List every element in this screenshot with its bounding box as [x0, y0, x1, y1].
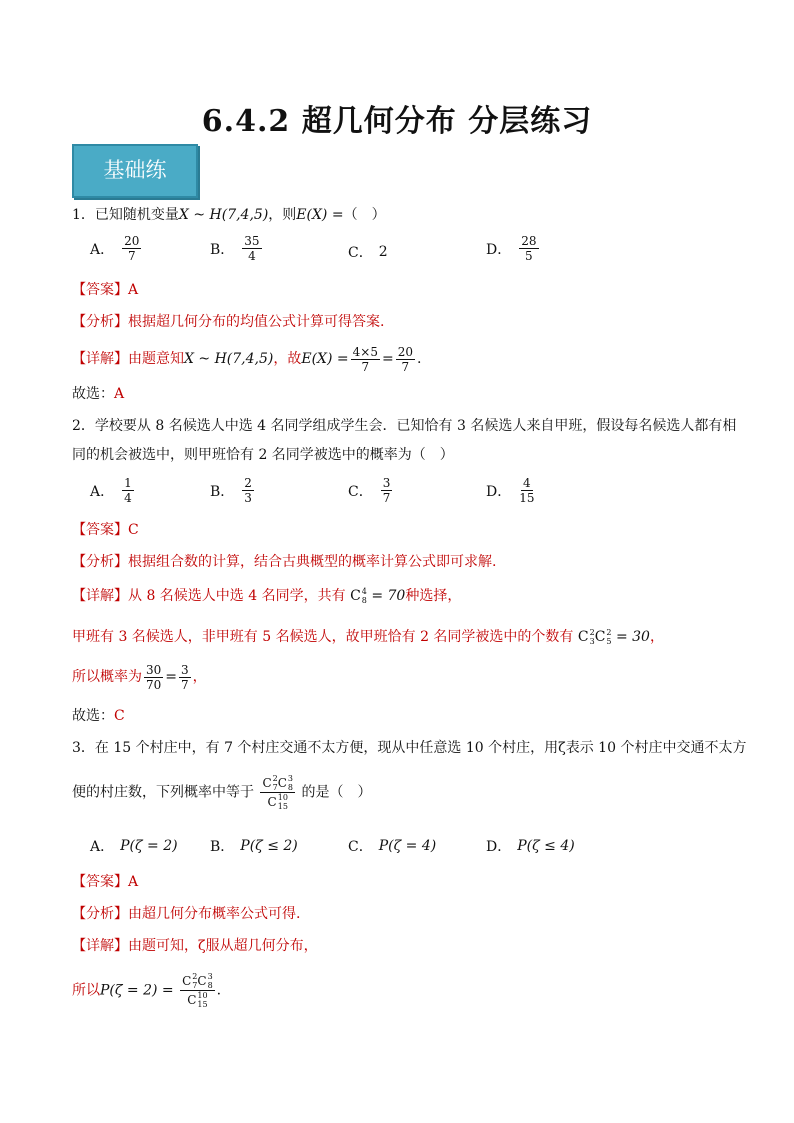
fraction-den: 7	[382, 491, 391, 505]
q3-option-c	[348, 836, 436, 856]
q1-stem-expr2: E(X) =	[296, 207, 344, 223]
option-label: D．	[486, 483, 512, 500]
period: .	[417, 351, 422, 367]
q2-option-a	[90, 476, 136, 505]
detail-text: 所以	[72, 982, 100, 999]
option-label: D．	[486, 241, 512, 258]
analysis-tag: 【分析】	[72, 314, 128, 330]
q1-answer	[72, 280, 138, 300]
fraction-den: 7	[361, 359, 370, 374]
detail-text: 由题意知	[128, 351, 184, 367]
combination-c72	[182, 972, 197, 990]
option-label: B．	[210, 483, 235, 500]
combination-sub: 7	[192, 981, 198, 990]
option-label: A．	[90, 839, 115, 855]
q3-detail-line1	[72, 936, 318, 956]
fraction-num: 3	[181, 662, 189, 677]
q1-stem-expr: X ~ H(7,4,5)	[178, 207, 269, 223]
q3-stem-line1: 3．在 15 个村庄中，有 7 个村庄交通不太方便，现从中任意选 10 个村庄，用ζ表示 10 个村庄中交通不太方	[72, 740, 747, 756]
q1-stem-bracket: （ ）	[343, 207, 386, 223]
fraction	[519, 476, 534, 505]
q2-stem-line2: 同的机会被选中，则甲班恰有 2 名同学被选中的概率为（ ）	[72, 447, 454, 463]
q3-option-b	[210, 836, 298, 856]
fraction	[260, 774, 295, 811]
combination-sub: 8	[207, 981, 213, 990]
fraction-den: 5	[525, 249, 533, 263]
q2-analysis	[72, 552, 496, 572]
option-label: B．	[210, 241, 235, 258]
fraction-num	[180, 972, 215, 991]
fraction	[242, 476, 254, 505]
fraction-num: 4	[523, 476, 531, 490]
detail-text2: ，	[649, 629, 664, 645]
fraction-num: 3	[382, 476, 391, 490]
q1-detail	[72, 344, 421, 374]
equals-sign: =	[165, 669, 178, 685]
combination-letter: C	[267, 795, 277, 809]
q1-stem	[72, 205, 386, 225]
choose-value: C	[114, 708, 125, 724]
detail-tag: 【详解】	[72, 351, 128, 367]
q1-stem-text2: ，则	[268, 207, 297, 223]
choose-value: A	[114, 386, 125, 402]
combination-c52	[595, 627, 612, 647]
combination-c83	[197, 972, 212, 990]
detail-text: 从 8 名候选人中选 4 名同学，共有	[128, 588, 346, 604]
fraction	[351, 345, 380, 374]
q3-option-a	[90, 836, 178, 856]
combination-sup: 2	[606, 628, 612, 637]
option-expr: P(ζ ≤ 4)	[517, 838, 575, 854]
combination-sub: 8	[361, 596, 367, 605]
q1-option-c	[348, 242, 388, 262]
combination-letter: C	[577, 629, 589, 645]
option-expr: P(ζ = 4)	[378, 838, 437, 854]
detail-text: 甲班有 3 名候选人，非甲班有 5 名候选人，故甲班恰有 2 名同学被选中的个数有	[72, 629, 574, 645]
combination-sup: 2	[589, 628, 595, 637]
combination-sup: 2	[192, 972, 198, 981]
analysis-tag: 【分析】	[72, 554, 128, 570]
fraction-den: 3	[244, 491, 252, 505]
analysis-text: 根据组合数的计算，结合古典概型的概率计算公式即可求解.	[128, 554, 497, 570]
fraction-num: 20	[397, 344, 413, 359]
q2-option-b	[210, 476, 256, 505]
option-label: D．	[486, 839, 512, 855]
detail-tag: 【详解】	[72, 938, 128, 954]
combination-letter: C	[350, 588, 361, 604]
q1-option-a	[90, 234, 143, 263]
option-label: A．	[90, 483, 115, 500]
option-label: C．	[348, 483, 373, 500]
combination-c84	[350, 586, 367, 606]
combination-sup: 3	[287, 774, 294, 783]
page-title: 6.4.2 超几何分布 分层练习	[201, 104, 593, 139]
fraction	[180, 972, 215, 1009]
q2-detail-line2	[72, 627, 664, 647]
combination-sup: 10	[197, 991, 208, 1000]
fraction-num: 20	[124, 234, 140, 248]
q2-option-c	[348, 476, 394, 505]
q3-answer	[72, 872, 138, 892]
fraction	[144, 663, 163, 692]
fraction-den: 4	[248, 249, 256, 263]
fraction	[179, 663, 191, 692]
q1-analysis	[72, 312, 384, 332]
fraction-den: 7	[401, 359, 410, 374]
detail-text2: ，故	[273, 351, 302, 367]
fraction-den: 4	[124, 491, 132, 505]
fraction-num: 2	[244, 476, 252, 490]
option-label: C．	[348, 245, 373, 261]
q2-answer	[72, 520, 139, 540]
combination-letter: C	[187, 993, 197, 1007]
q2-detail-line1	[72, 586, 461, 606]
combination-c1510	[268, 793, 288, 811]
choose-label: 故选：	[72, 386, 114, 402]
q1-option-b	[210, 234, 264, 263]
q2-option-d	[486, 476, 537, 505]
detail-expr: = 70	[371, 588, 406, 604]
combination-sup: 3	[207, 972, 213, 981]
combination-letter: C	[594, 629, 606, 645]
fraction-num: 4×5	[352, 344, 378, 359]
option-label: C．	[348, 839, 373, 855]
fraction-den: 7	[127, 249, 136, 263]
fraction-den: 70	[146, 677, 162, 692]
fraction-num: 35	[244, 234, 260, 248]
q1-option-d	[486, 234, 541, 263]
q1-stem-text: 1．已知随机变量	[72, 207, 179, 223]
fraction	[381, 476, 393, 505]
option-value: 2	[378, 244, 388, 260]
combination-c1510	[187, 991, 207, 1009]
fraction-num	[260, 774, 295, 793]
detail-text2: 种选择，	[405, 588, 462, 604]
combination-sub: 15	[197, 1000, 208, 1009]
detail-text: 所以概率为	[72, 669, 142, 685]
option-label: A．	[90, 241, 115, 258]
combination-sup: 4	[361, 587, 367, 596]
combination-sub: 7	[272, 783, 278, 792]
q2-stem-line1: 2．学校要从 8 名候选人中选 4 名同学组成学生会．已知恰有 3 名候选人来自甲班，假设每名候选人都有相	[72, 418, 737, 434]
detail-text: 由题可知，ζ服从超几何分布，	[128, 938, 318, 954]
choose-label: 故选：	[72, 708, 114, 724]
q2-choose	[72, 706, 125, 726]
fraction	[519, 234, 538, 263]
fraction-den	[268, 793, 288, 811]
combination-sub: 8	[287, 783, 294, 792]
detail-expr: = 30	[615, 629, 650, 645]
combination-c83	[278, 774, 293, 792]
q1-choose	[72, 384, 124, 404]
fraction-den: 7	[181, 677, 189, 692]
combination-letter: C	[182, 974, 192, 988]
q3-stem-text2: 的是（ ）	[301, 784, 372, 801]
period: .	[216, 982, 222, 999]
q3-option-d	[486, 836, 575, 856]
detail-expr: X ~ H(7,4,5)	[184, 351, 274, 367]
combination-c32	[578, 627, 595, 647]
answer-value: A	[128, 874, 139, 890]
fraction-num: 30	[146, 662, 162, 677]
combination-sub: 3	[589, 637, 595, 646]
detail-tag: 【详解】	[72, 588, 128, 604]
q3-detail-line2	[72, 972, 221, 1009]
fraction-num: 28	[521, 234, 537, 248]
answer-value: A	[128, 282, 139, 298]
analysis-tag: 【分析】	[72, 906, 128, 922]
combination-c72	[262, 774, 277, 792]
answer-tag: 【答案】	[72, 282, 128, 298]
q2-detail-line3	[72, 662, 207, 692]
combination-sub: 15	[277, 802, 288, 811]
analysis-text: 根据超几何分布的均值公式计算可得答案.	[128, 314, 385, 330]
equals-sign: =	[381, 351, 394, 367]
combination-letter: C	[262, 776, 272, 790]
combination-letter: C	[197, 974, 207, 988]
fraction	[122, 234, 141, 263]
answer-value: C	[128, 522, 139, 538]
fraction-num: 1	[124, 476, 132, 490]
option-label: B．	[210, 839, 235, 855]
option-expr: P(ζ = 2)	[120, 838, 178, 854]
fraction	[396, 345, 415, 374]
analysis-text: 由超几何分布概率公式可得.	[128, 906, 301, 922]
detail-expr2: E(X) =	[301, 351, 349, 367]
answer-tag: 【答案】	[72, 874, 128, 890]
option-expr: P(ζ ≤ 2)	[240, 838, 298, 854]
fraction	[242, 234, 261, 263]
detail-expr: P(ζ = 2) =	[100, 982, 174, 999]
q3-analysis	[72, 904, 300, 924]
section-badge: 基础练	[72, 144, 198, 198]
combination-letter: C	[277, 776, 287, 790]
q3-stem-line2	[72, 774, 371, 811]
fraction-den	[187, 991, 207, 1009]
combination-sup: 2	[272, 774, 278, 783]
detail-text2: ，	[192, 669, 207, 685]
combination-sup: 10	[277, 793, 288, 802]
fraction-den: 15	[519, 491, 535, 505]
combination-sub: 5	[606, 637, 612, 646]
fraction	[122, 476, 134, 505]
q3-stem-text: 便的村庄数，下列概率中等于	[72, 784, 254, 801]
answer-tag: 【答案】	[72, 522, 128, 538]
